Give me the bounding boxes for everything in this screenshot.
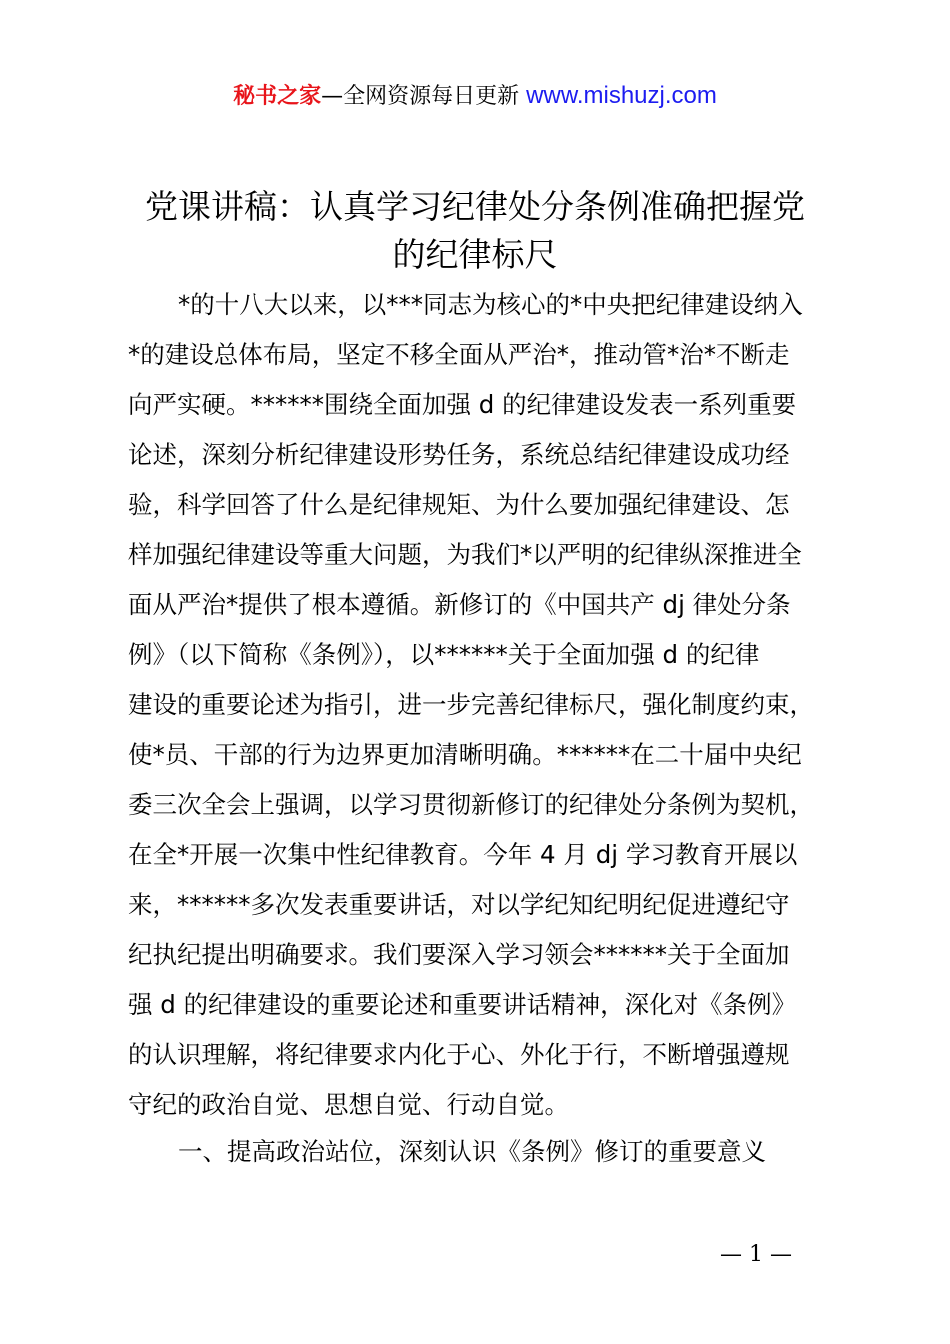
title-line: 党课讲稿：认真学习纪律处分条例准确把握党 bbox=[145, 187, 805, 226]
paragraph-line: 样加强纪律建设等重大问题，为我们*以严明的纪律纵深推进全 bbox=[128, 540, 802, 569]
paragraph-line: 的认识理解，将纪律要求内化于心、外化于行，不断增强遵规 bbox=[128, 1040, 790, 1069]
paragraph-line: 使*员、干部的行为边界更加清晰明确。******在二十届中央纪 bbox=[128, 740, 802, 769]
paragraph-line: 来，******多次发表重要讲话，对以学纪知纪明纪促进遵纪守 bbox=[128, 890, 790, 919]
title-line: 的纪律标尺 bbox=[392, 235, 558, 274]
site-url-link[interactable]: www.mishuzj.com bbox=[526, 82, 717, 109]
paragraph-line: 例》（以下简称《条例》），以******关于全面加强 d 的纪律 bbox=[128, 640, 760, 669]
paragraph-line: *的十八大以来，以***同志为核心的*中央把纪律建设纳入 bbox=[178, 290, 803, 319]
section-heading: 一、提高政治站位，深刻认识《条例》修订的重要意义 bbox=[178, 1137, 766, 1166]
paragraph-line: 在全*开展一次集中性纪律教育。今年 4 月 dj 学习教育开展以 bbox=[128, 840, 798, 869]
paragraph-line: 面从严治*提供了根本遵循。新修订的《中国共产 dj 律处分条 bbox=[128, 590, 791, 619]
paragraph-line: 向严实硬。******围绕全面加强 d 的纪律建设发表一系列重要 bbox=[128, 390, 797, 419]
site-banner bbox=[0, 80, 950, 113]
paragraph-line: 验，科学回答了什么是纪律规矩、为什么要加强纪律建设、怎 bbox=[128, 490, 790, 519]
paragraph-line: 论述，深刻分析纪律建设形势任务，系统总结纪律建设成功经 bbox=[128, 440, 790, 469]
intro-paragraph bbox=[128, 280, 840, 1130]
document-title bbox=[100, 183, 850, 279]
paragraph-line: 建设的重要论述为指引，进一步完善纪律标尺，强化制度约束， bbox=[128, 690, 814, 719]
paragraph-line: 强 d 的纪律建设的重要论述和重要讲话精神，深化对《条例》 bbox=[128, 990, 797, 1019]
site-tagline: —全网资源每日更新 bbox=[321, 84, 520, 109]
page-number: — 1 — bbox=[720, 1242, 792, 1267]
paragraph-line: 守纪的政治自觉、思想自觉、行动自觉。 bbox=[128, 1090, 569, 1119]
paragraph-line: 委三次全会上强调，以学习贯彻新修订的纪律处分条例为契机， bbox=[128, 790, 814, 819]
paragraph-line: *的建设总体布局，坚定不移全面从严治*，推动管*治*不断走 bbox=[128, 340, 790, 369]
site-brand: 秘书之家 bbox=[233, 84, 322, 109]
paragraph-line: 纪执纪提出明确要求。我们要深入学习领会******关于全面加 bbox=[128, 940, 790, 969]
